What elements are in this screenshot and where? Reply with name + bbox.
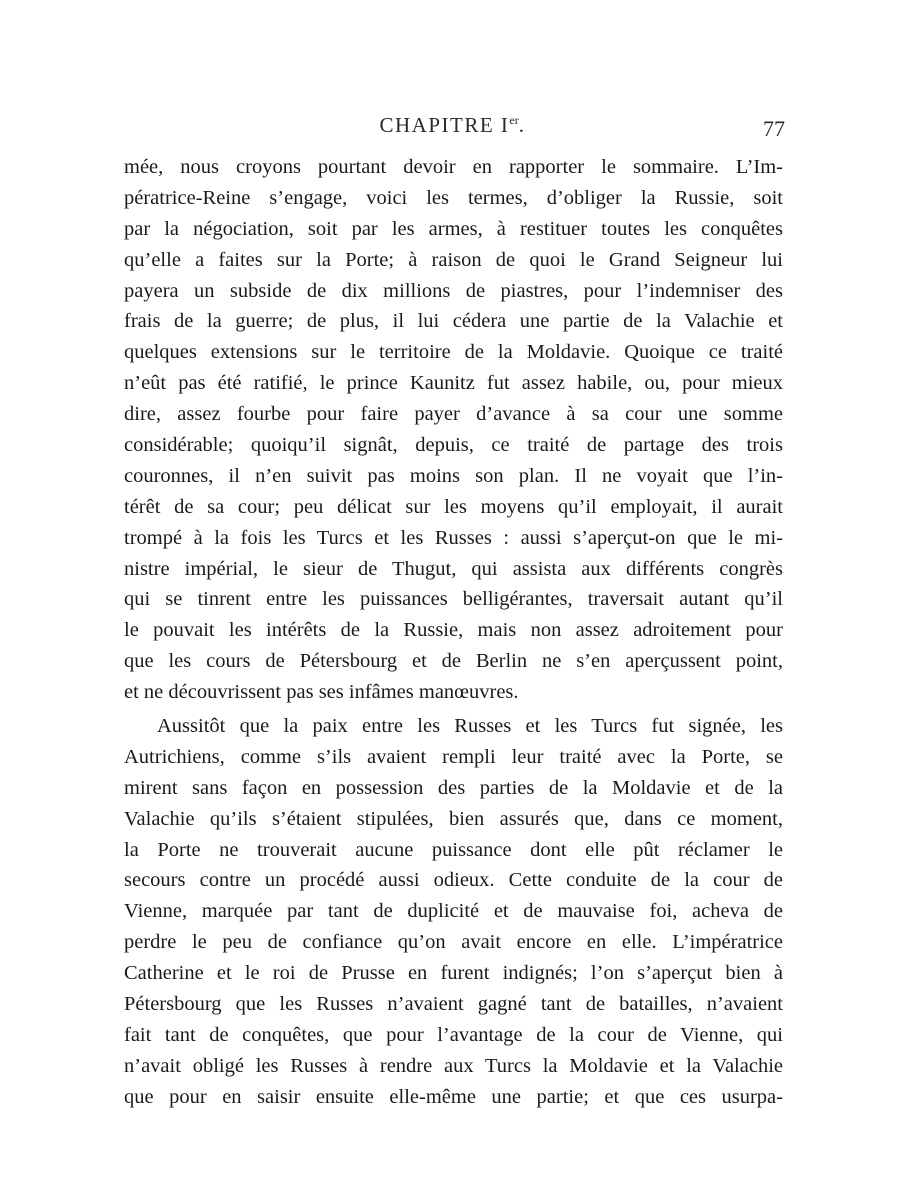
text-line: et ne découvrissent pas ses infâmes manœuvres. — [124, 681, 519, 704]
text-line: Pétersbourg que les Russes n’avaient gagné tant de batailles, n’avaient — [124, 993, 783, 1016]
text-line: Valachie qu’ils s’étaient stipulées, bien assurés que, dans ce moment, — [124, 807, 783, 830]
text-line: nistre impérial, le sieur de Thugut, qui assista aux différents congrès — [124, 557, 783, 580]
text-line: trompé à la fois les Turcs et les Russes : aussi s’aperçut-on que le mi- — [124, 526, 783, 549]
text-line: qui se tinrent entre les puissances belligérantes, traversait autant qu’il — [124, 588, 783, 611]
text-line: n’eût pas été ratifié, le prince Kaunitz fut assez habile, ou, pour mieux — [124, 372, 783, 395]
paragraph-1 — [124, 152, 783, 708]
chapter-title-text: CHAPITRE I — [379, 113, 510, 137]
text-line: Vienne, marquée par tant de duplicité et de mauvaise foi, acheva de — [124, 900, 783, 923]
text-line: le pouvait les intérêts de la Russie, mais non assez adroitement pour — [124, 619, 783, 642]
chapter-title-superscript: er — [509, 113, 519, 127]
text-line: Aussitôt que la paix entre les Russes et les Turcs fut signée, les — [157, 715, 783, 738]
text-line: mirent sans façon en possession des parties de la Moldavie et de la — [124, 776, 783, 799]
text-line: quelques extensions sur le territoire de la Moldavie. Quoique ce traité — [124, 341, 783, 364]
chapter-title-suffix: . — [518, 113, 526, 137]
paragraph-2 — [124, 711, 783, 1113]
text-line: perdre le peu de confiance qu’on avait encore en elle. L’impératrice — [124, 931, 783, 954]
text-line: payera un subside de dix millions de piastres, pour l’indemniser des — [124, 279, 783, 302]
text-line: considérable; quoiqu’il signât, depuis, ce traité de partage des trois — [124, 434, 783, 457]
text-line: couronnes, il n’en suivit pas moins son plan. Il ne voyait que l’in- — [124, 464, 783, 487]
running-head — [120, 113, 785, 143]
text-line: pératrice-Reine s’engage, voici les termes, d’obliger la Russie, soit — [124, 186, 783, 209]
text-line: dire, assez fourbe pour faire payer d’avance à sa cour une somme — [124, 403, 783, 426]
text-line: fait tant de conquêtes, que pour l’avantage de la cour de Vienne, qui — [124, 1023, 783, 1046]
text-line: secours contre un procédé aussi odieux. Cette conduite de la cour de — [124, 869, 783, 892]
text-line: la Porte ne trouverait aucune puissance dont elle pût réclamer le — [124, 838, 783, 861]
text-line: Catherine et le roi de Prusse en furent indignés; l’on s’aperçut bien à — [124, 962, 783, 985]
text-line: que pour en saisir ensuite elle-même une partie; et que ces usurpa- — [124, 1085, 783, 1108]
chapter-title — [120, 113, 785, 138]
text-line: frais de la guerre; de plus, il lui cédera une partie de la Valachie et — [124, 310, 783, 333]
text-line: térêt de sa cour; peu délicat sur les moyens qu’il employait, il aurait — [124, 495, 783, 518]
text-line: qu’elle a faites sur la Porte; à raison de quoi le Grand Seigneur lui — [124, 248, 783, 271]
text-line: que les cours de Pétersbourg et de Berlin ne s’en aperçussent point, — [124, 650, 783, 673]
text-line: n’avait obligé les Russes à rendre aux Turcs la Moldavie et la Valachie — [124, 1054, 783, 1077]
text-line: mée, nous croyons pourtant devoir en rapporter le sommaire. L’Im- — [124, 156, 783, 178]
text-line: par la négociation, soit par les armes, à restituer toutes les conquêtes — [124, 217, 783, 240]
text-line: Autrichiens, comme s’ils avaient rempli leur traité avec la Porte, se — [124, 745, 783, 768]
body-text — [124, 152, 783, 1113]
page-number: 77 — [763, 116, 785, 141]
